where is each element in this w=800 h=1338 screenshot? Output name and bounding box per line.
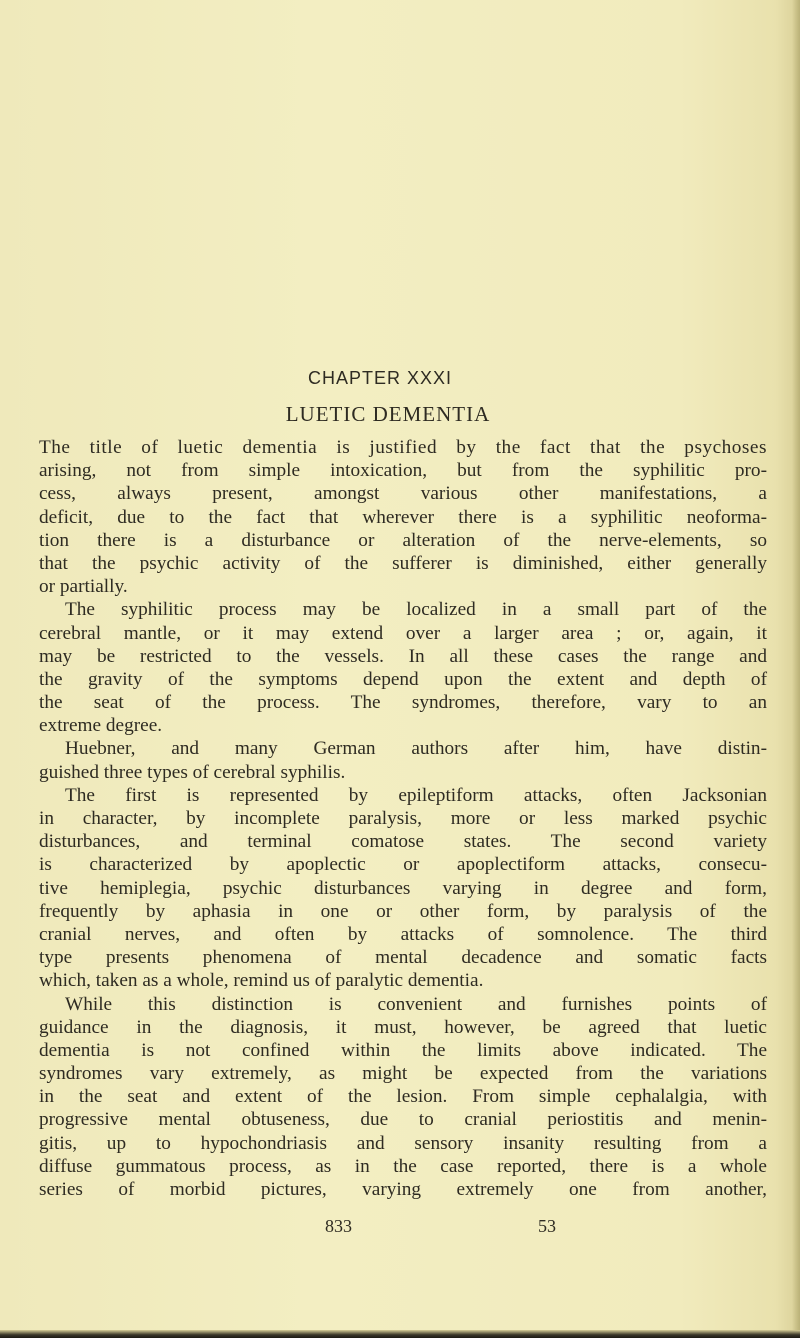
chapter-title: LUETIC DEMENTIA <box>285 402 491 426</box>
text-line: diffuse gummatous process, as in the case reported, there is a whole <box>39 1155 767 1177</box>
text-line: syndromes vary extremely, as might be expected from the variations <box>39 1063 767 1085</box>
text-line: cranial nerves, and often by attacks of somnolence. The third <box>39 923 767 945</box>
text-line: guidance in the diagnosis, it must, however, be agreed that luetic <box>39 1016 767 1038</box>
text-line: arising, not from simple intoxication, but from the syphilitic pro- <box>39 460 767 482</box>
text-line: progressive mental obtuseness, due to cranial periostitis and menin- <box>39 1109 767 1131</box>
text-line: guished three types of cerebral syphilis. <box>39 761 346 783</box>
page-edge-shadow <box>792 0 800 1338</box>
text-line: The first is represented by epileptiform attacks, often Jacksonian <box>65 784 767 806</box>
page-number: 53 <box>538 1216 556 1236</box>
chapter-number: CHAPTER XXXI <box>307 368 453 388</box>
text-line: frequently by aphasia in one or other form, by paralysis of the <box>39 900 767 922</box>
text-line: in the seat and extent of the lesion. From simple cephalalgia, with <box>39 1086 767 1108</box>
text-line: Huebner, and many German authors after him, have distin- <box>65 738 767 760</box>
text-line: is characterized by apoplectic or apoplectiform attacks, consecu- <box>39 854 767 876</box>
text-line: which, taken as a whole, remind us of paralytic dementia. <box>39 970 484 992</box>
text-line: cess, always present, amongst various other manifestations, a <box>39 483 767 505</box>
text-line: tive hemiplegia, psychic disturbances varying in degree and form, <box>39 877 767 899</box>
text-line: gitis, up to hypochondriasis and sensory insanity resulting from a <box>39 1132 767 1154</box>
page-bottom-edge <box>0 1330 800 1338</box>
body-text <box>39 436 767 1201</box>
text-line: extreme degree. <box>39 715 163 737</box>
text-line: may be restricted to the vessels. In all these cases the range and <box>39 645 767 667</box>
text-line: The syphilitic process may be localized in a small part of the <box>65 599 767 621</box>
text-line: or partially. <box>39 576 128 598</box>
text-line: tion there is a disturbance or alteration of the nerve-elements, so <box>39 529 767 551</box>
text-line: While this distinction is convenient and furnishes points of <box>65 993 767 1015</box>
text-line: series of morbid pictures, varying extremely one from another, <box>39 1179 767 1200</box>
text-line: in character, by incomplete paralysis, more or less marked psychic <box>39 808 767 829</box>
text-line: the seat of the process. The syndromes, therefore, vary to an <box>39 692 767 714</box>
text-line: that the psychic activity of the sufferer is diminished, either generally <box>39 552 767 574</box>
text-line: deficit, due to the fact that wherever there is a syphilitic neoforma- <box>39 506 767 528</box>
text-line: type presents phenomena of mental decadence and somatic facts <box>39 947 767 969</box>
text-line: disturbances, and terminal comatose states. The second variety <box>39 831 767 853</box>
text-line: The title of luetic dementia is justified by the fact that the psychoses <box>39 437 767 458</box>
text-line: dementia is not confined within the limits above indicated. The <box>39 1039 767 1061</box>
signature-mark: 833 <box>325 1216 352 1236</box>
text-line: cerebral mantle, or it may extend over a larger area ; or, again, it <box>39 622 767 644</box>
text-line: the gravity of the symptoms depend upon the extent and depth of <box>39 668 767 690</box>
